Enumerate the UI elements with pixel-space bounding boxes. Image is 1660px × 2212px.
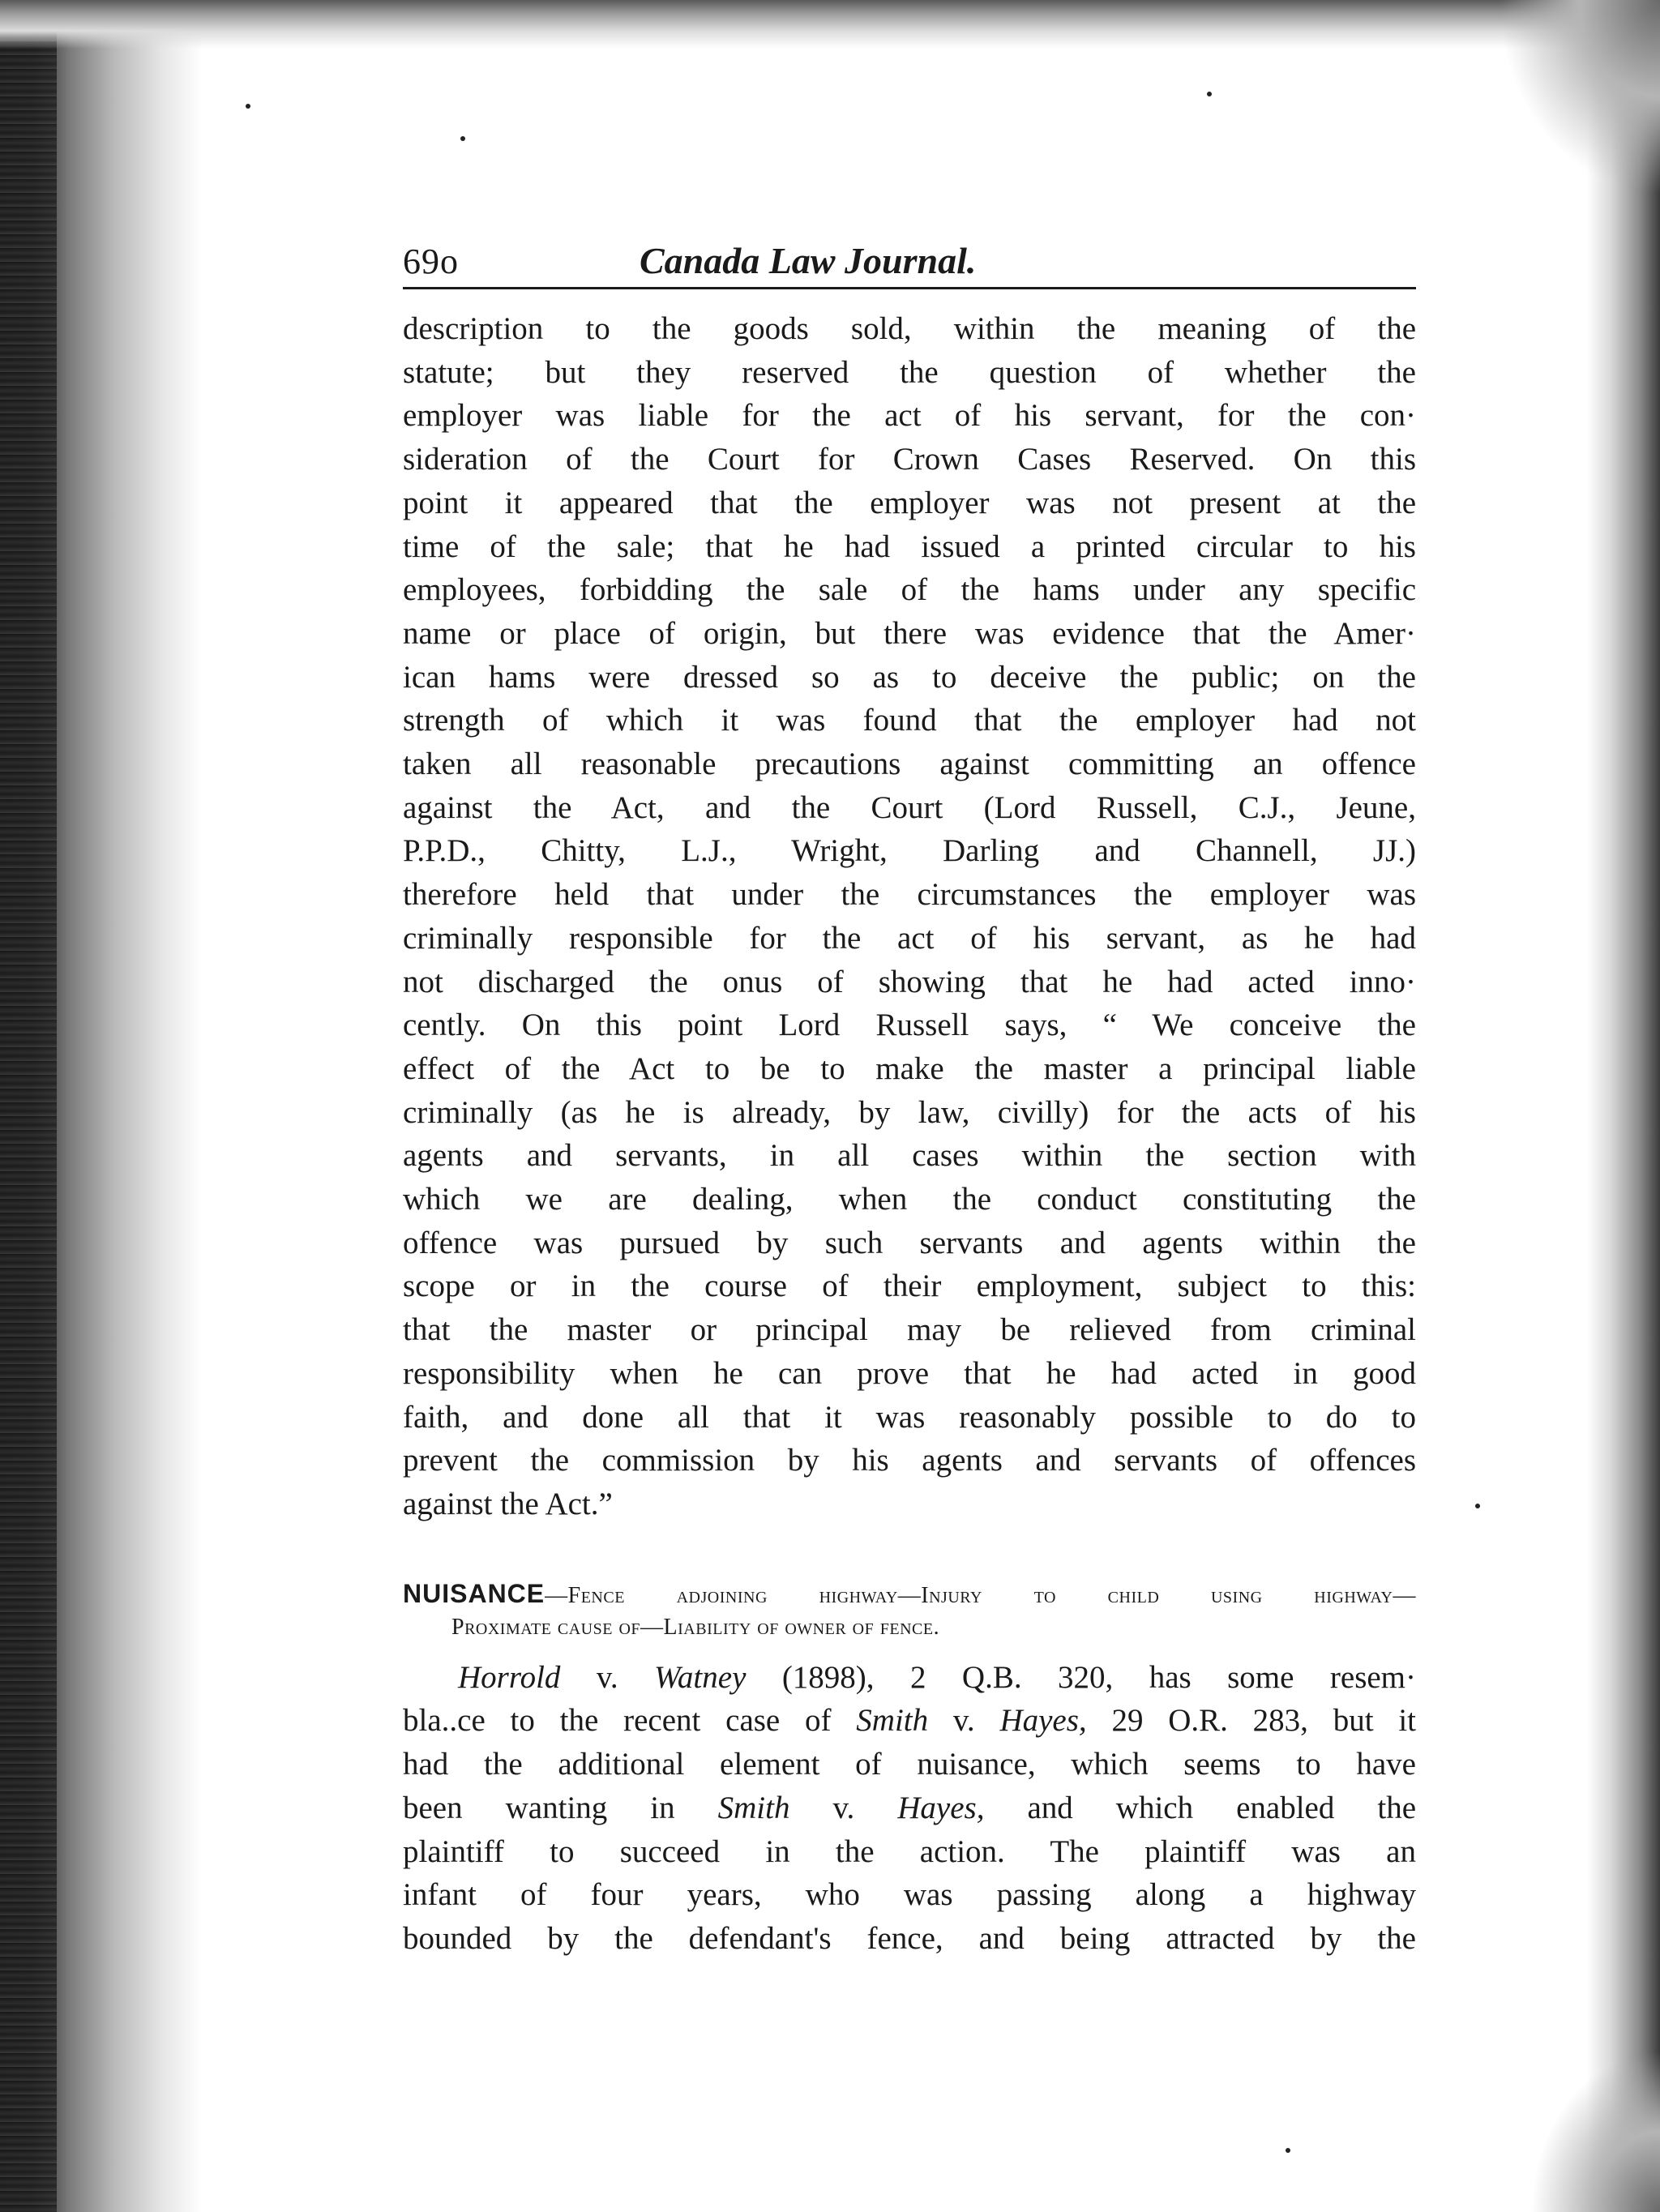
text-line: against the Act, and the Court (Lord Russell, C.J., Jeune, [403,789,1416,825]
case-party: Smith [717,1790,790,1825]
text-run: 29 O.R. 283, but it [1086,1703,1417,1739]
heading-keyword: NUISANCE [403,1578,545,1608]
heading-subtopics: —Fence adjoining highway—Injury to child using highway— [545,1582,1416,1608]
text-line: description to the goods sold, within the meaning of the [403,311,1416,346]
text-run: been wanting in [403,1790,718,1825]
text-line: employees, forbidding the sale of the hams under any specific [403,572,1416,608]
journal-page [403,239,1416,1961]
text-line [403,1786,1416,1830]
case-party: Smith [856,1703,929,1739]
text-run: and which enabled the [984,1790,1417,1825]
text-line: therefore held that under the circumstances the employer was [403,877,1416,913]
text-line: responsibility when he can prove that he had acted in good [403,1355,1416,1391]
scan-binding-edge [0,0,57,2212]
text-run: (1898), 2 Q.B. 320, has some resem· [746,1659,1416,1695]
text-run: v. [560,1659,655,1695]
text-line: that the master or principal may be relieved from criminal [403,1312,1416,1348]
case-party: Watney [654,1659,747,1695]
paragraph-case-note [403,1656,1416,1961]
text-line: bounded by the defendant's fence, and being attracted by the [403,1920,1416,1956]
scan-shadow-top [0,0,1660,49]
text-line: employer was liable for the act of his servant, for the con· [403,398,1416,434]
text-line: criminally responsible for the act of his servant, as he had [403,920,1416,956]
scan-corner-top-right [1498,0,1660,195]
scan-speck [246,104,250,109]
text-line: which we are dealing, when the conduct constituting the [403,1182,1416,1217]
scan-corner-bottom-right [1530,2050,1660,2212]
heading-line: Proximate cause of—Liability of owner of fence. [451,1614,940,1640]
text-line: scope or in the course of their employment, subject to this: [403,1269,1416,1304]
text-line: not discharged the onus of showing that he had acted inno· [403,964,1416,999]
paragraph-continued [403,307,1416,1526]
text-run: v. [928,1703,1000,1739]
scan-shadow-right [1587,0,1660,2212]
case-party: Horrold [458,1659,561,1695]
text-line: effect of the Act to be to make the master a principal liable [403,1050,1416,1086]
text-line: cently. On this point Lord Russell says, “ We conceive the [403,1008,1416,1043]
scan-speck [460,136,465,141]
text-line: prevent the commission by his agents and servants of offences [403,1443,1416,1478]
text-line: against the Act.” [403,1486,613,1521]
text-line: time of the sale; that he had issued a printed circular to his [403,528,1416,564]
heading-line [403,1578,1416,1612]
case-party: Hayes, [897,1790,985,1825]
text-line [403,1656,1416,1700]
journal-title: Canada Law Journal. [640,240,977,281]
section-heading [403,1578,1416,1643]
text-line: agents and servants, in all cases within the section with [403,1138,1416,1174]
page-number: 69o [403,242,459,281]
text-line: taken all reasonable precautions against committing an offence [403,747,1416,782]
running-header [403,239,1416,289]
text-line: sideration of the Court for Crown Cases Reserved. On this [403,442,1416,477]
text-line: had the additional element of nuisance, which seems to have [403,1747,1416,1782]
text-line: criminally (as he is already, by law, civilly) for the acts of his [403,1094,1416,1130]
scan-speck [1207,92,1212,96]
scan-speck [1286,2148,1290,2153]
text-line: statute; but they reserved the question of whether the [403,354,1416,390]
text-line: faith, and done all that it was reasonably possible to do to [403,1399,1416,1435]
scan-speck [1475,1504,1480,1508]
case-party: Hayes, [999,1703,1087,1739]
text-line: name or place of origin, but there was evidence that the Amer· [403,615,1416,651]
text-line: strength of which it was found that the employer had not [403,703,1416,738]
text-line [403,1699,1416,1743]
text-line: plaintiff to succeed in the action. The plaintiff was an [403,1833,1416,1869]
text-line: point it appeared that the employer was not present at the [403,485,1416,520]
text-line: ican hams were dressed so as to deceive the public; on the [403,659,1416,695]
text-run: bla..ce to the recent case of [403,1703,857,1739]
text-line: P.P.D., Chitty, L.J., Wright, Darling and Channell, JJ.) [403,833,1416,869]
text-run: v. [789,1790,898,1825]
text-line: offence was pursued by such servants and agents within the [403,1225,1416,1260]
text-line: infant of four years, who was passing along a highway [403,1877,1416,1913]
